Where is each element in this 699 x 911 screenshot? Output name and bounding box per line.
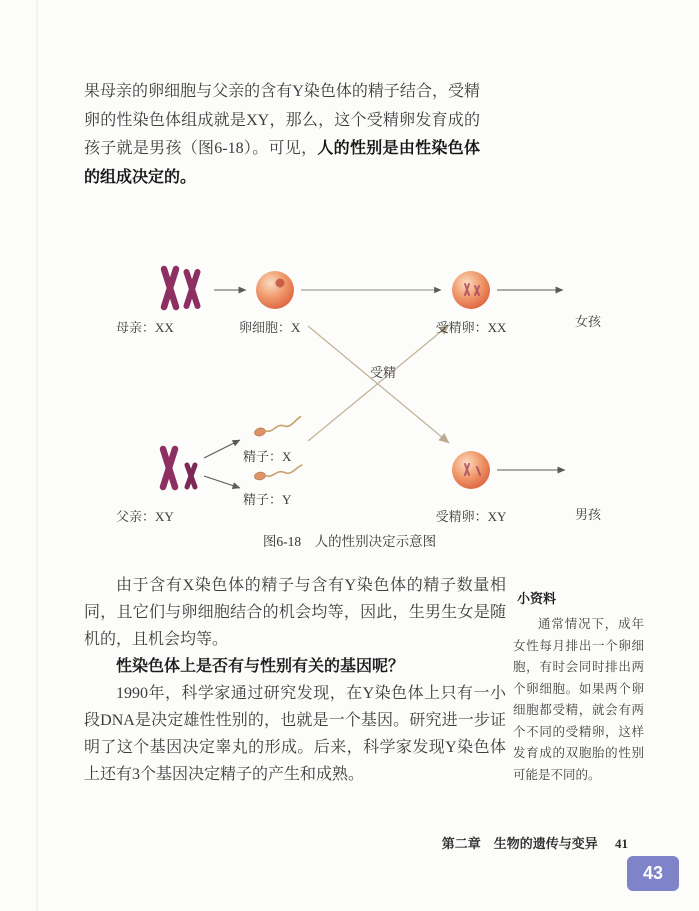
sperm-y-label: 精子：Y (243, 492, 292, 507)
info-box-text: 通常情况下，成年女性每月排出一个卵细胞，有时会同时排出两个卵细胞。如果两个卵细胞都受精，就会有两个不同的受精卵，这样发育成的双胞胎的性别可能是不同的。 (513, 617, 644, 782)
sperm-y-icon (254, 465, 303, 480)
intro-lead-text: 果母亲的卵细胞与父亲的含有Y染色体的精子结合，受精卵的性染色体组成就是XY，那么，这个受精卵发育成的孩子就是男孩（图6-18）。可见， (84, 83, 480, 157)
father-label: 父亲：XY (116, 509, 174, 524)
paragraph-question: 性染色体上是否有与性别有关的基因呢？ (116, 658, 405, 675)
info-box-title: 小资料 (517, 591, 557, 606)
intro-paragraph (84, 78, 480, 192)
egg-cell-icon (256, 271, 294, 309)
arrow-father-to-sperm-y (204, 476, 240, 488)
egg-label: 卵细胞：X (239, 320, 301, 335)
sperm-x-icon (253, 417, 302, 437)
intro-emphasis-text: 人的性别是由性染色体的组成决定的。 (84, 140, 480, 186)
page-footer (442, 833, 628, 852)
figure-caption: 图6-18 人的性别决定示意图 (262, 534, 437, 549)
mother-chromosomes-icon (164, 269, 198, 307)
zygote-xy-icon (452, 451, 490, 489)
mother-label: 母亲：XX (116, 320, 174, 335)
page-tab-number: 43 (627, 856, 679, 891)
zygote-xx-label: 受精卵：XX (435, 320, 507, 335)
page-number: 41 (615, 836, 628, 851)
arrow-father-to-sperm-x (204, 440, 240, 458)
chapter-title: 第二章 生物的遗传与变异 (441, 836, 598, 851)
arrow-egg-to-zygote-xy (308, 326, 449, 443)
paragraph-equal-chance: 由于含有X染色体的精子与含有Y染色体的精子数量相同，且它们与卵细胞结合的机会均等，因此，生男生女是随机的，且机会均等。 (84, 577, 506, 648)
info-box (513, 588, 644, 786)
paragraph-gene-discovery: 1990年，科学家通过研究发现，在Y染色体上只有一小段DNA是决定雄性性别的，也就是一个基因。研究进一步证明了这个基因决定睾丸的形成。后来，科学家发现Y染色体上还有3个基因决定精子的产生和成熟。 (84, 685, 506, 783)
fertilization-label: 受精 (370, 365, 397, 380)
father-chromosomes-icon (163, 449, 195, 487)
zygote-xx-icon (452, 271, 490, 309)
zygote-xy-label: 受精卵：XY (435, 509, 507, 524)
body-text-column (84, 572, 506, 788)
arrow-sperm-to-zygote-xx (308, 325, 449, 441)
girl-label: 女孩 (575, 314, 602, 329)
sex-determination-diagram (0, 238, 699, 550)
sperm-x-label: 精子：X (243, 449, 292, 464)
boy-label: 男孩 (575, 507, 602, 522)
